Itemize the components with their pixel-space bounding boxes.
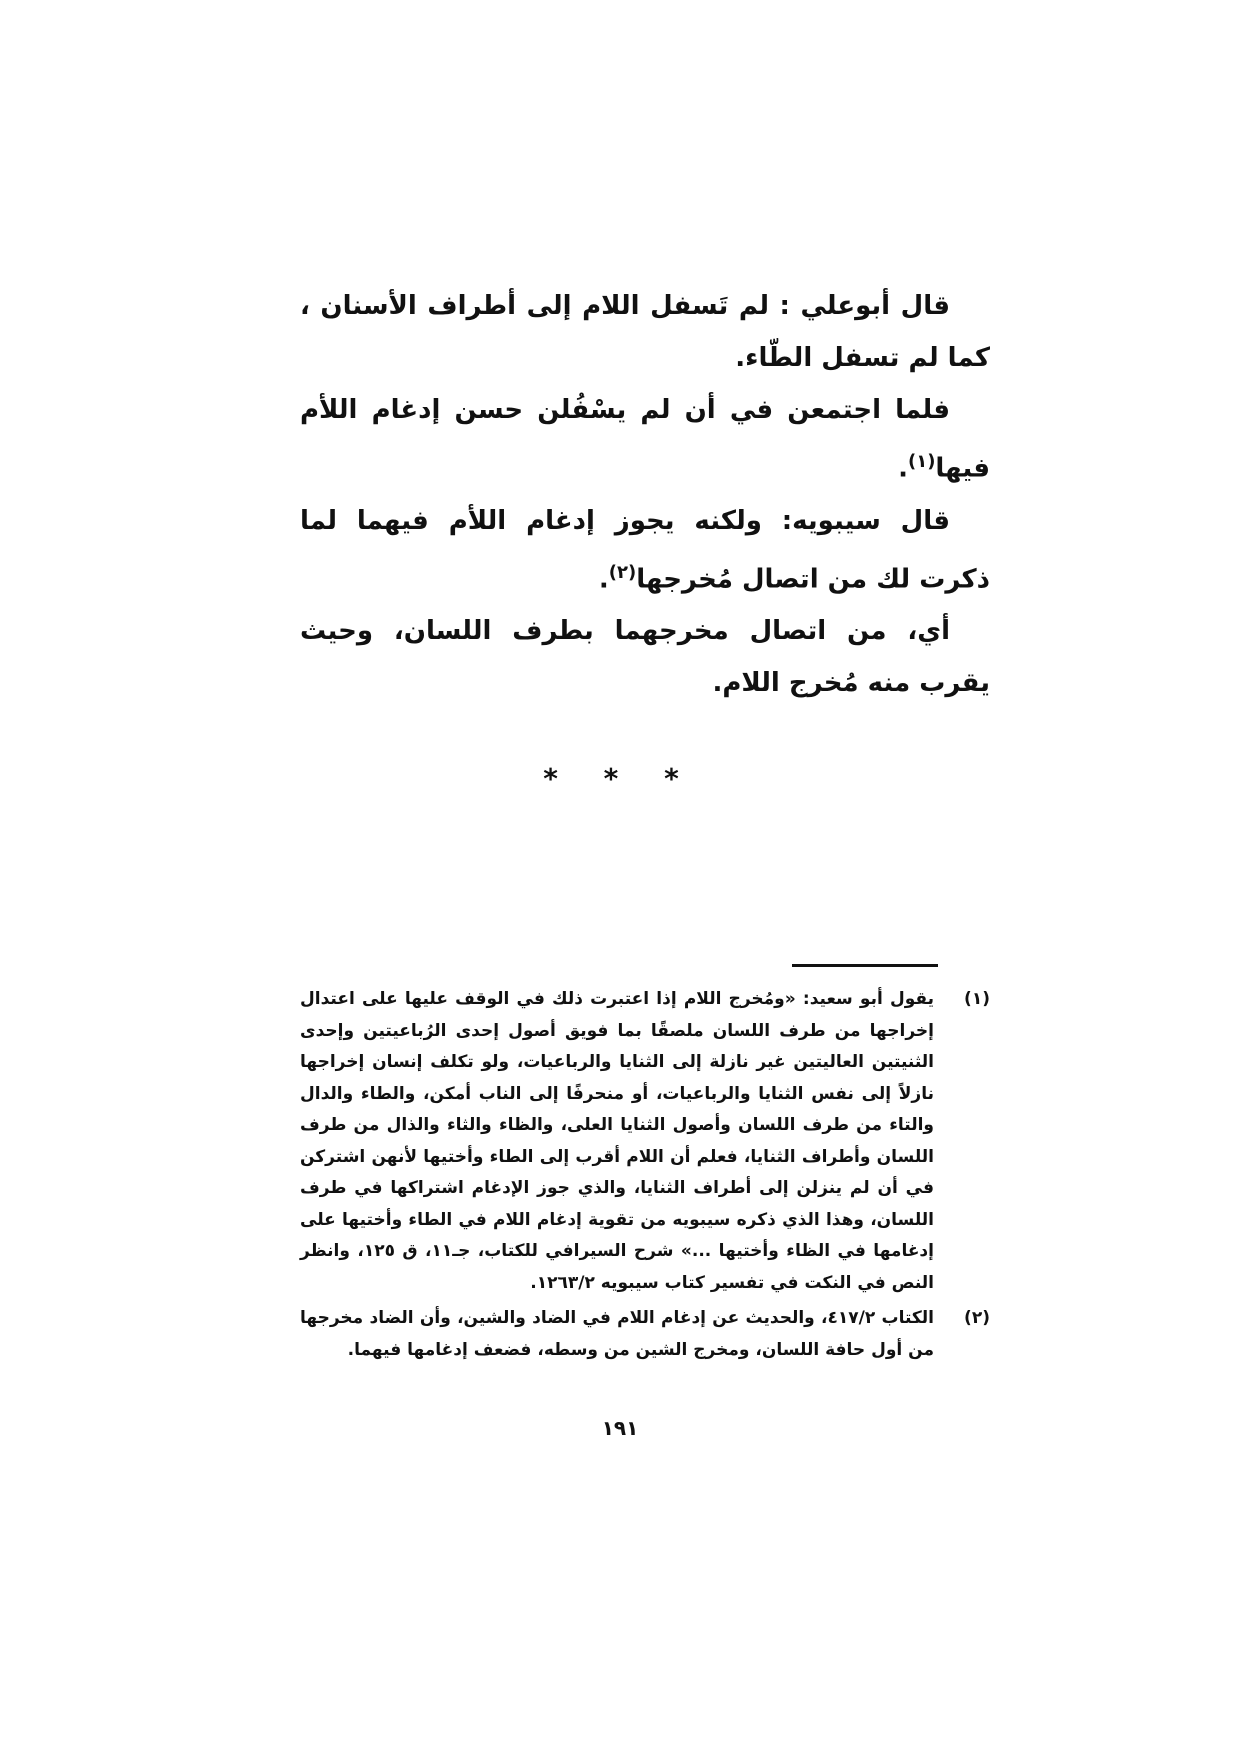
footnote-2 [300, 1303, 990, 1366]
section-separator: * * * [543, 762, 697, 795]
footnote-divider [792, 964, 938, 967]
paragraph-abu-ali [300, 280, 990, 384]
page-number: ١٩١ [601, 1416, 639, 1440]
footnote-ref-1[interactable]: (١) [907, 451, 936, 472]
footnote-ref-2[interactable]: (٢) [608, 561, 637, 583]
footnote-1-marker: (١) [964, 989, 990, 1009]
paragraph-ijtamaan-end: . [898, 453, 908, 484]
paragraph-ay-text: أي، من اتصال مخرجهما بطرف اللسان، وحيث يقرب منه مُخرج اللام. [300, 616, 990, 699]
footnote-2-marker: (٢) [964, 1308, 990, 1328]
paragraph-ijtamaan [300, 384, 990, 495]
paragraph-ijtamaan-text: فلما اجتمعن في أن لم يسْفُلن حسن إدغام اللأم فيها [300, 395, 990, 484]
paragraph-abu-ali-text: قال أبوعلي : لم تَسفل اللام إلى أطراف الأسنان ، كما لم تسفل الطّاء. [300, 291, 990, 373]
footnote-1 [300, 984, 990, 1299]
paragraph-sibawayh-lead: قال سيبويه: [781, 505, 951, 536]
main-body-text [300, 280, 990, 709]
paragraph-sibawayh-end: . [598, 564, 609, 595]
footnote-1-text: يقول أبو سعيد: «ومُخرج اللام إذا اعتبرت ذلك في الوقف عليها على اعتدال إخراجها من طرف اللسان ملصقًا بما فويق أصول إحدى الرُباعيتين وإحدى الثنيتين العاليتين غير نازلة إلى الثنايا والرباعيات، ولو تكلف إنسان إخراجها نازلاً إلى نفس الثنايا والرباعيات، أو منحرفًا إلى الناب أمكن، والطاء والدال والتاء من طرف اللسان وأصول الثنايا العلى، والظاء والثاء والذال من طرف اللسان وأطراف الثنايا، فعلم أن اللام أقرب إلى الطاء وأختيها لأنهن اشتركن في أن لم ينزلن إلى أطراف الثنايا، والذي جوز الإدغام اشتراكها في طرف اللسان، وهذا الذي ذكره سيبويه من تقوية إدغام اللام في الطاء وأختيها على إدغامها في الظاء وأختيها ...» شرح السيرافي للكتاب، جـ١١، ق ١٢٥، وانظر النص في النكت في تفسير كتاب سيبويه ١٢٦٣/٢. [300, 989, 934, 1293]
paragraph-sibawayh [300, 495, 990, 606]
paragraph-sibawayh-text: ولكنه يجوز إدغام اللأم فيهما لما ذكرت لك من اتصال مُخرجها [300, 505, 990, 595]
footnotes-section [300, 984, 990, 1370]
footnote-2-text: الكتاب ٤١٧/٢، والحديث عن إدغام اللام في الضاد والشين، وأن الضاد مخرجها من أول حافة اللسان، ومخرج الشين من وسطه، فضعف إدغامها فيهما. [300, 1308, 934, 1360]
paragraph-ay [300, 605, 990, 709]
